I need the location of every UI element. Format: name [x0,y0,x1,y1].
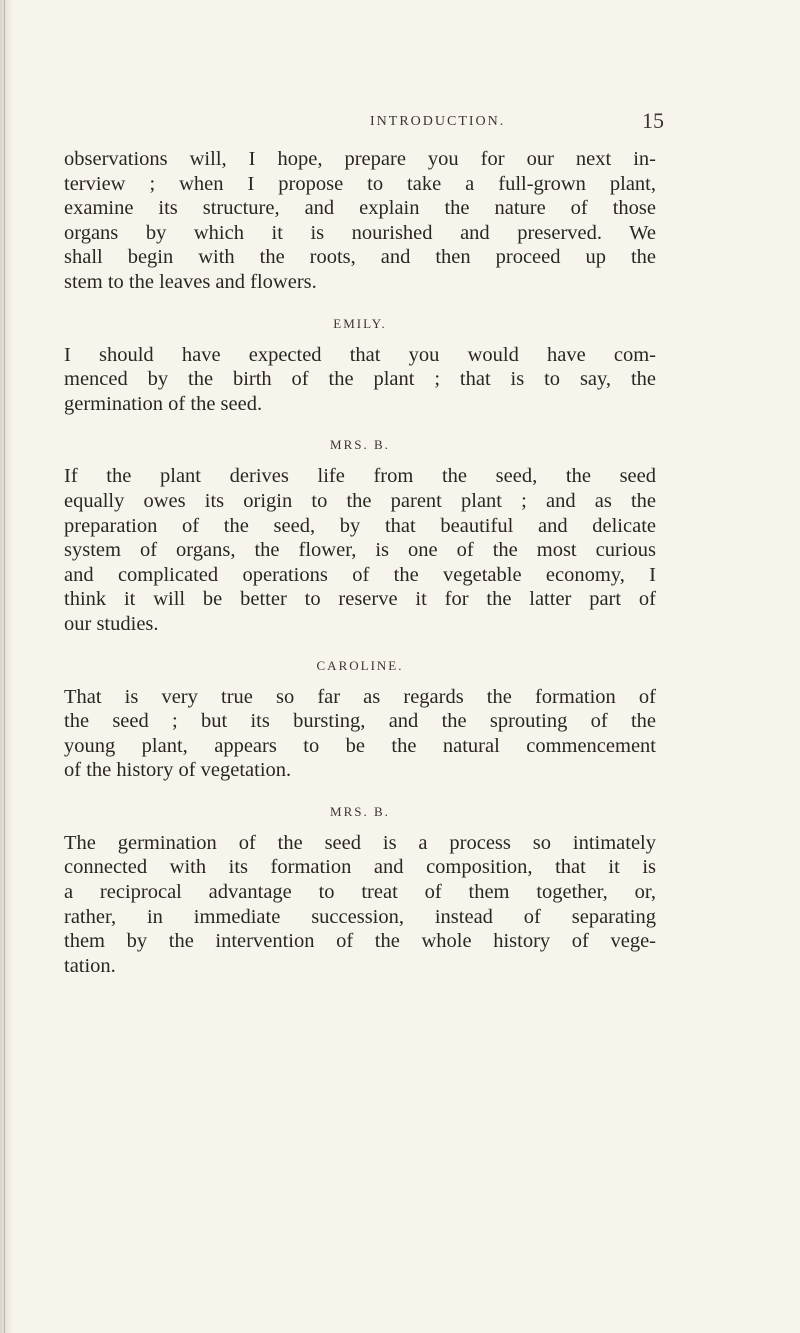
text-line: germination of the seed. [64,392,263,415]
page-header [0,108,800,138]
text-line: of the history of vegetation. [64,759,292,782]
speaker-name: EMILY. [333,315,387,331]
paragraph-1 [64,147,656,295]
text-line: examine its structure, and explain the nature of those [64,197,656,220]
text-line: system of organs, the flower, is one of the most curious [64,539,656,562]
text-line: If the plant derives life from the seed, the seed [64,465,656,488]
text-line: them by the intervention of the whole history of vege- [64,930,656,953]
text-line: equally owes its origin to the parent plant ; and as the [64,489,656,512]
page-number: 15 [642,108,664,133]
text-line: a reciprocal advantage to treat of them together, or, [64,881,656,904]
page-body [64,147,656,978]
text-line: organs by which it is nourished and preserved. We [64,221,656,244]
text-line: I should have expected that you would have com- [64,343,656,366]
text-line: preparation of the seed, by that beautiful and delicate [64,514,656,537]
text-line: connected with its formation and composition, that it is [64,856,656,879]
text-line: menced by the birth of the plant ; that is to say, the [64,368,656,391]
text-line: shall begin with the roots, and then proceed up the [64,246,656,269]
paragraph-5 [64,831,656,979]
running-head: INTRODUCTION. [370,114,506,129]
text-line: That is very true so far as regards the formation of [64,685,656,708]
text-line: rather, in immediate succession, instead of separating [64,905,656,928]
text-line: The germination of the seed is a process so intimately [64,831,656,854]
text-line: observations will, I hope, prepare you for our next in- [64,148,656,170]
text-line: and complicated operations of the vegetable economy, I [64,563,656,586]
speaker-name: MRS. B. [330,437,390,453]
paragraph-3 [64,464,656,636]
book-binding-edge [0,0,14,1333]
speaker-name: CAROLINE. [316,657,404,673]
speaker-name: MRS. B. [330,803,390,819]
text-line: our studies. [64,612,159,635]
text-line: the seed ; but its bursting, and the sprouting of the [64,710,656,733]
text-line: stem to the leaves and flowers. [64,270,317,293]
paragraph-2 [64,343,656,417]
paragraph-4 [64,685,656,783]
text-line: tation. [64,954,116,977]
text-line: think it will be better to reserve it for the latter part of [64,588,656,611]
text-line: young plant, appears to be the natural commencement [64,734,656,757]
text-line: terview ; when I propose to take a full-grown plant, [64,172,656,195]
